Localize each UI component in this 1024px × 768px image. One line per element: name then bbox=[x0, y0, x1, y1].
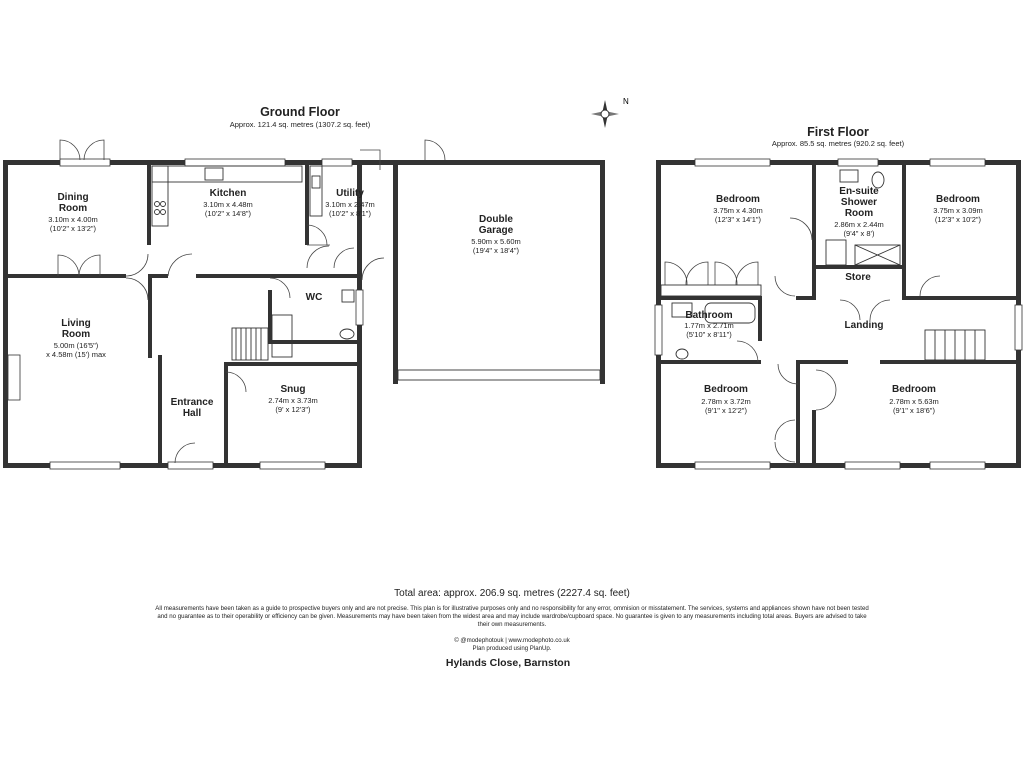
first-floor-title: First Floor bbox=[807, 125, 869, 139]
room-name-wc: WC bbox=[305, 292, 323, 303]
room-name-bedroom-3: Bedroom bbox=[704, 384, 748, 395]
room-dims-bedroom-1: 3.75m x 4.30m (12'3" x 14'1") bbox=[713, 206, 763, 224]
credit-line-2: Plan produced using PlanUp. bbox=[472, 645, 552, 652]
room-name-kitchen: Kitchen bbox=[209, 188, 247, 199]
ground-floor-walls bbox=[3, 160, 605, 468]
room-name-landing: Landing bbox=[844, 320, 884, 331]
ground-floor-doors bbox=[58, 140, 445, 463]
compass-north-label: N bbox=[623, 97, 629, 106]
room-dims-bedroom-4: 2.78m x 5.63m (9'1" x 18'6") bbox=[889, 397, 939, 415]
room-dims-utility: 3.10m x 2.47m (10'2" x 8'1") bbox=[325, 200, 375, 218]
property-address: Hylands Close, Barnston bbox=[445, 657, 571, 669]
disclaimer: All measurements have been taken as a guide to prospective buyers only and are not precise. This plan is for illustrative purposes only and no responsibility for any error, ommision or misstatement. The services, systems and appliances shown have not been tested and no guarantee as to their operability or efficiency can be given. Measurements may have been taken from the widest area and may include wardrobe/cupboard space. No guarantee is given to any measurements including total areas. Buyers are advised to take their own measurements. bbox=[155, 605, 869, 628]
first-floor-doors bbox=[661, 218, 940, 462]
room-dims-kitchen: 3.10m x 4.48m (10'2" x 14'8") bbox=[203, 200, 253, 218]
room-name-utility: Utility bbox=[336, 188, 364, 199]
ground-floor-fixtures bbox=[152, 166, 354, 360]
compass-rose-icon bbox=[591, 97, 629, 128]
room-name-living: Living Room bbox=[61, 318, 91, 340]
room-name-dining: Dining Room bbox=[57, 192, 89, 214]
room-dims-garage: 5.90m x 5.60m (19'4" x 18'4") bbox=[471, 237, 521, 255]
room-name-bedroom-4: Bedroom bbox=[892, 384, 936, 395]
ground-floor-area: Approx. 121.4 sq. metres (1307.2 sq. feet) bbox=[229, 120, 371, 129]
room-name-garage: Double Garage bbox=[478, 214, 514, 236]
room-dims-ensuite: 2.86m x 2.44m (9'4" x 8') bbox=[834, 220, 884, 238]
room-dims-bedroom-3: 2.78m x 3.72m (9'1" x 12'2") bbox=[701, 397, 751, 415]
room-name-store: Store bbox=[845, 272, 871, 283]
ground-floor-title: Ground Floor bbox=[260, 105, 340, 119]
first-floor-area: Approx. 85.5 sq. metres (920.2 sq. feet) bbox=[771, 139, 905, 148]
room-dims-dining: 3.10m x 4.00m (10'2" x 13'2") bbox=[48, 215, 98, 233]
room-dims-bedroom-2: 3.75m x 3.09m (12'3" x 10'2") bbox=[933, 206, 983, 224]
room-dims-living: 5.00m (16'5") x 4.58m (15') max bbox=[46, 341, 106, 359]
room-dims-bathroom: 1.77m x 2.71m (5'10" x 8'11") bbox=[684, 321, 734, 339]
room-name-bedroom-1: Bedroom bbox=[716, 194, 760, 205]
room-name-entrance-hall: Entrance Hall bbox=[170, 397, 214, 419]
room-name-ensuite: En-suite Shower Room bbox=[839, 186, 879, 219]
credit-line-1: © @modephotouk | www.modephoto.co.uk bbox=[454, 637, 570, 644]
room-name-bedroom-2: Bedroom bbox=[936, 194, 980, 205]
room-name-snug: Snug bbox=[280, 384, 306, 395]
total-area: Total area: approx. 206.9 sq. metres (2227.4 sq. feet) bbox=[394, 588, 630, 599]
room-name-bathroom: Bathroom bbox=[685, 310, 733, 321]
room-dims-snug: 2.74m x 3.73m (9' x 12'3") bbox=[268, 396, 318, 414]
